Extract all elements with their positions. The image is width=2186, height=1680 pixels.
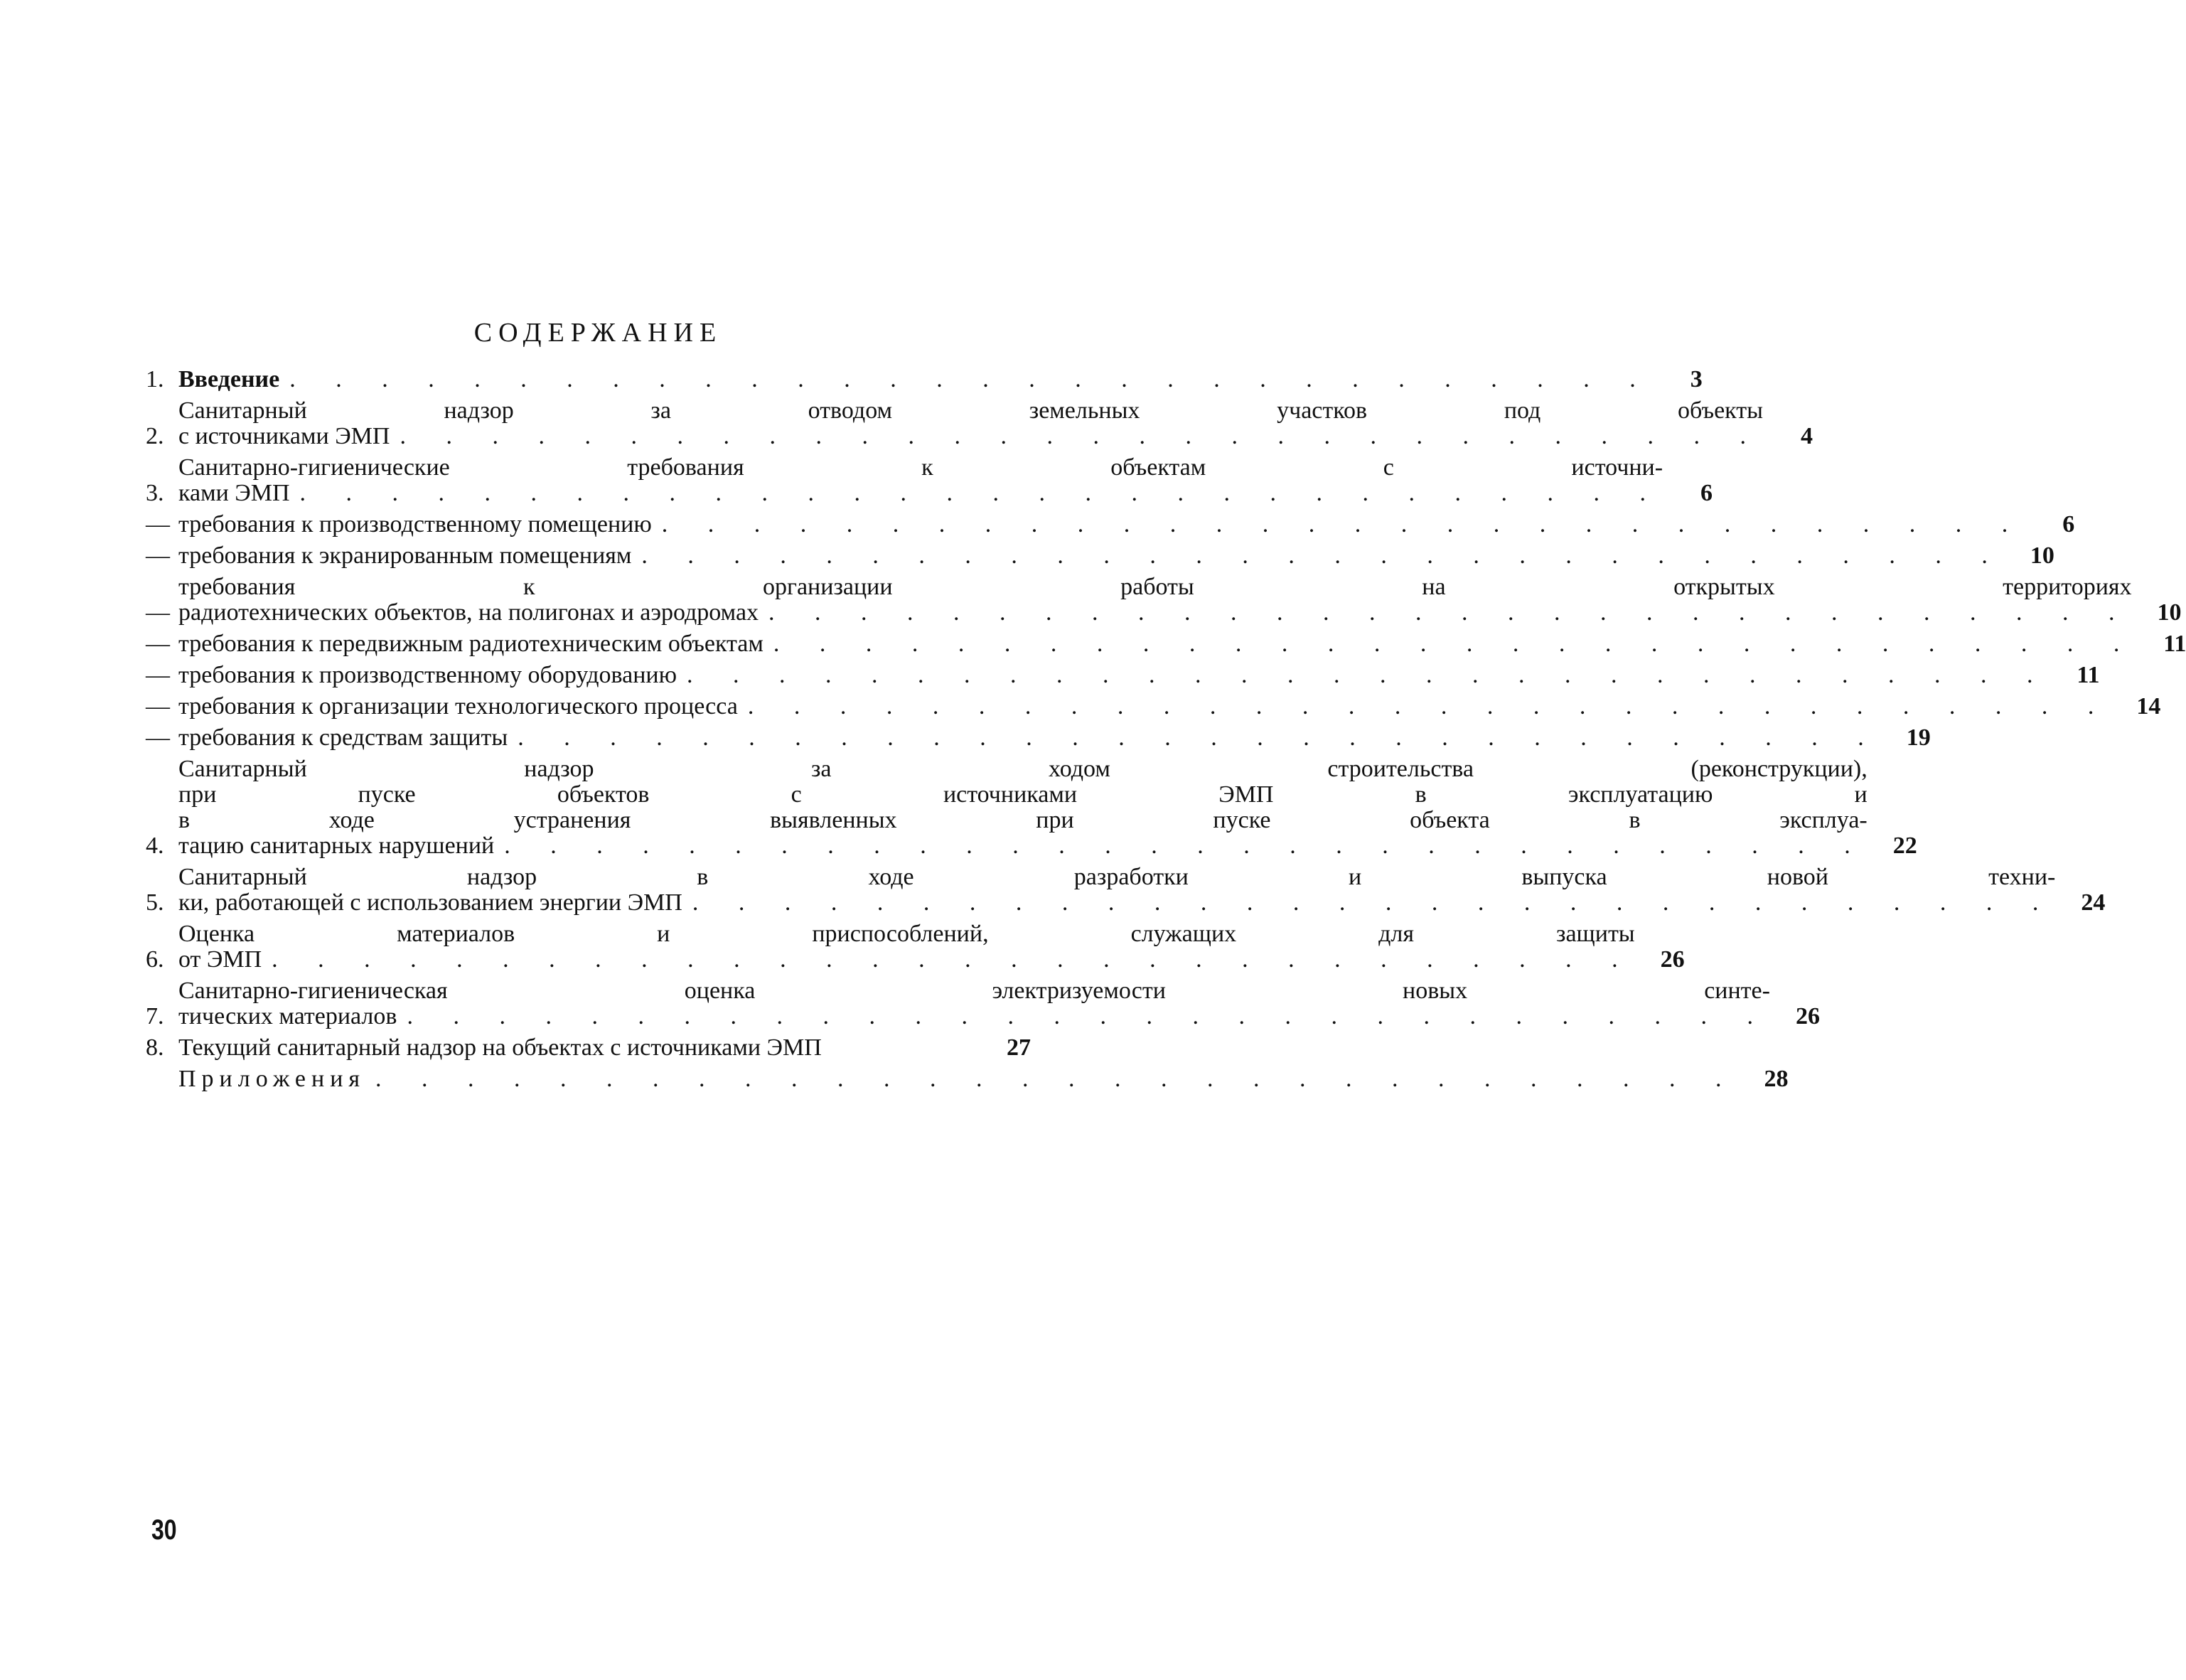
toc-entry [146,511,2075,537]
toc-entry-number: — [146,693,170,719]
toc-entry-number: 8. [146,1034,164,1061]
toc-entry-text: Введение [178,366,280,392]
toc-entry-page: 27 [1007,1034,1031,1061]
toc-entry-page: 24 [2081,889,2106,916]
toc-entry-number: — [146,542,170,569]
toc-entry [146,1035,1031,1061]
toc-entry-text: Санитарный надзор в ходе разработки и выпуска новой техни- [178,864,2056,890]
dot-leader: . . . . . . . . . . . . . . . . . . . . . . . . . . . . . . [661,511,2025,537]
toc-entry [146,921,1685,973]
dot-leader: . . . . . . . . . . . . . . . . . . . . . . . . . . . . . . [768,599,2132,626]
toc-entry-text: ки, работающей с использованием энергии ЭМП [178,889,682,916]
toc-entry-text: тацию санитарных нарушений [178,833,495,859]
toc-entry-page: 11 [2077,662,2100,688]
toc-entry [146,693,2161,719]
toc-entry-text: в ходе устранения выявленных при пуске объекта в эксплуа- [178,807,1868,833]
toc-entry-text: от ЭМП [178,946,262,973]
toc-entry-text: Санитарный надзор за ходом строительства (реконструкции), [178,756,1868,782]
dot-leader: . . . . . . . . . . . . . . . . . . . . . . . . . . . . . . [641,542,2005,569]
toc-entry-page: 19 [1906,724,1931,751]
dot-leader: . . . . . . . . . . . . . . . . . . . . . . . . . . . . . . [299,480,1663,506]
dot-leader: . . . . . . . . . . . . . . . . . . . . . . . . . . . . . . [504,833,1868,859]
toc-entry [146,542,2054,569]
toc-entry-page: 4 [1800,423,1813,449]
toc-entry-text: тических материалов [178,1003,397,1029]
toc-entry-number: 6. [146,946,164,973]
dot-leader: . . . . . . . . . . . . . . . . . . . . . . . . . . . . . . [747,693,2111,719]
toc-entry-text: Санитарный надзор за отводом земельных участков под объекты [178,397,1763,424]
toc-entry-text: радиотехнических объектов, на полигонах и аэродромах [178,599,759,626]
toc-entry-text: требования к экранированным помещениям [178,542,632,569]
toc-entry [146,454,1713,506]
toc-entry-text: требования к организации работы на открытых территориях [178,574,2132,600]
toc-entry-number: — [146,662,170,688]
toc-entry-number: — [146,511,170,537]
toc-entry-page: 10 [2030,542,2054,569]
toc-entry [146,397,1813,449]
toc-entry [146,574,2182,626]
toc-entry [146,1066,1789,1092]
toc-entry-page: 14 [2136,693,2161,719]
toc-entry-text: Санитарно-гигиенические требования к объектам с источни- [178,454,1663,481]
toc-entry-number: — [146,724,170,751]
toc-entry [146,864,2106,916]
dot-leader: . . . . . . . . . . . . . . . . . . . . . . . . . . . . . . [272,946,1635,973]
toc-entry-text: требования к передвижным радиотехническим объектам [178,631,764,657]
toc-entry-page: 26 [1795,1003,1820,1029]
toc-entry-text: Приложения [178,1066,366,1092]
toc-entry-text: требования к производственному помещению [178,511,652,537]
toc-entry-number: 4. [146,833,164,859]
table-of-contents [146,366,2186,1098]
dot-leader: . . . . . . . . . . . . . . . . . . . . . . . . . . . . . . [692,889,2056,916]
dot-leader: . . . . . . . . . . . . . . . . . . . . . . . . . . . . . . [400,423,1763,449]
page-number: 30 [151,1514,177,1546]
toc-entry [146,366,1703,392]
toc-entry-number: — [146,599,170,626]
toc-entry-number: — [146,631,170,657]
dot-leader: . . . . . . . . . . . . . . . . . . . . . . . . . . . . . . [289,366,1653,392]
toc-entry-page: 3 [1690,366,1703,392]
toc-entry-page: 26 [1660,946,1685,973]
toc-entry-text: ками ЭМП [178,480,290,506]
toc-entry-page: 6 [2062,511,2075,537]
toc-entry [146,978,1820,1029]
toc-entry-text: Текущий санитарный надзор на объектах с источниками ЭМП [178,1034,822,1061]
toc-entry-page: 10 [2157,599,2182,626]
toc-entry-text: требования к организации технологического процесса [178,693,738,719]
toc-entry [146,724,1931,751]
toc-entry-number: 5. [146,889,164,916]
dot-leader: . . . . . . . . . . . . . . . . . . . . . . . . . . . . . . [687,662,2050,688]
toc-entry-text: требования к средствам защиты [178,724,508,751]
toc-entry-number: 1. [146,366,164,392]
dot-leader: . . . . . . . . . . . . . . . . . . . . . . . . . . . . . . [407,1003,1770,1029]
toc-entry-text: Оценка материалов и приспособлений, служащих для защиты [178,921,1635,947]
toc-entry-text: с источниками ЭМП [178,423,390,449]
toc-entry-page: 6 [1700,480,1713,506]
toc-entry-number: 2. [146,423,164,449]
toc-entry-text: требования к производственному оборудованию [178,662,677,688]
toc-title: СОДЕРЖАНИЕ [473,318,723,348]
toc-entry [146,662,2100,688]
toc-entry-number: 3. [146,480,164,506]
toc-entry [146,756,1917,859]
toc-entry-text: при пуске объектов с источниками ЭМП в эксплуатацию и [178,781,1868,808]
toc-entry-page: 11 [2163,631,2186,657]
dot-leader: . . . . . . . . . . . . . . . . . . . . . . . . . . . . . . [773,631,2137,657]
toc-entry-number: 7. [146,1003,164,1029]
toc-entry [146,631,2186,657]
dot-leader: . . . . . . . . . . . . . . . . . . . . . . . . . . . . . . [375,1066,1739,1092]
toc-entry-page: 22 [1892,833,1917,859]
toc-entry-page: 28 [1764,1066,1789,1092]
dot-leader: . . . . . . . . . . . . . . . . . . . . . . . . . . . . . . [518,724,1881,751]
toc-entry-text: Санитарно-гигиеническая оценка электризуемости новых синте- [178,978,1770,1004]
